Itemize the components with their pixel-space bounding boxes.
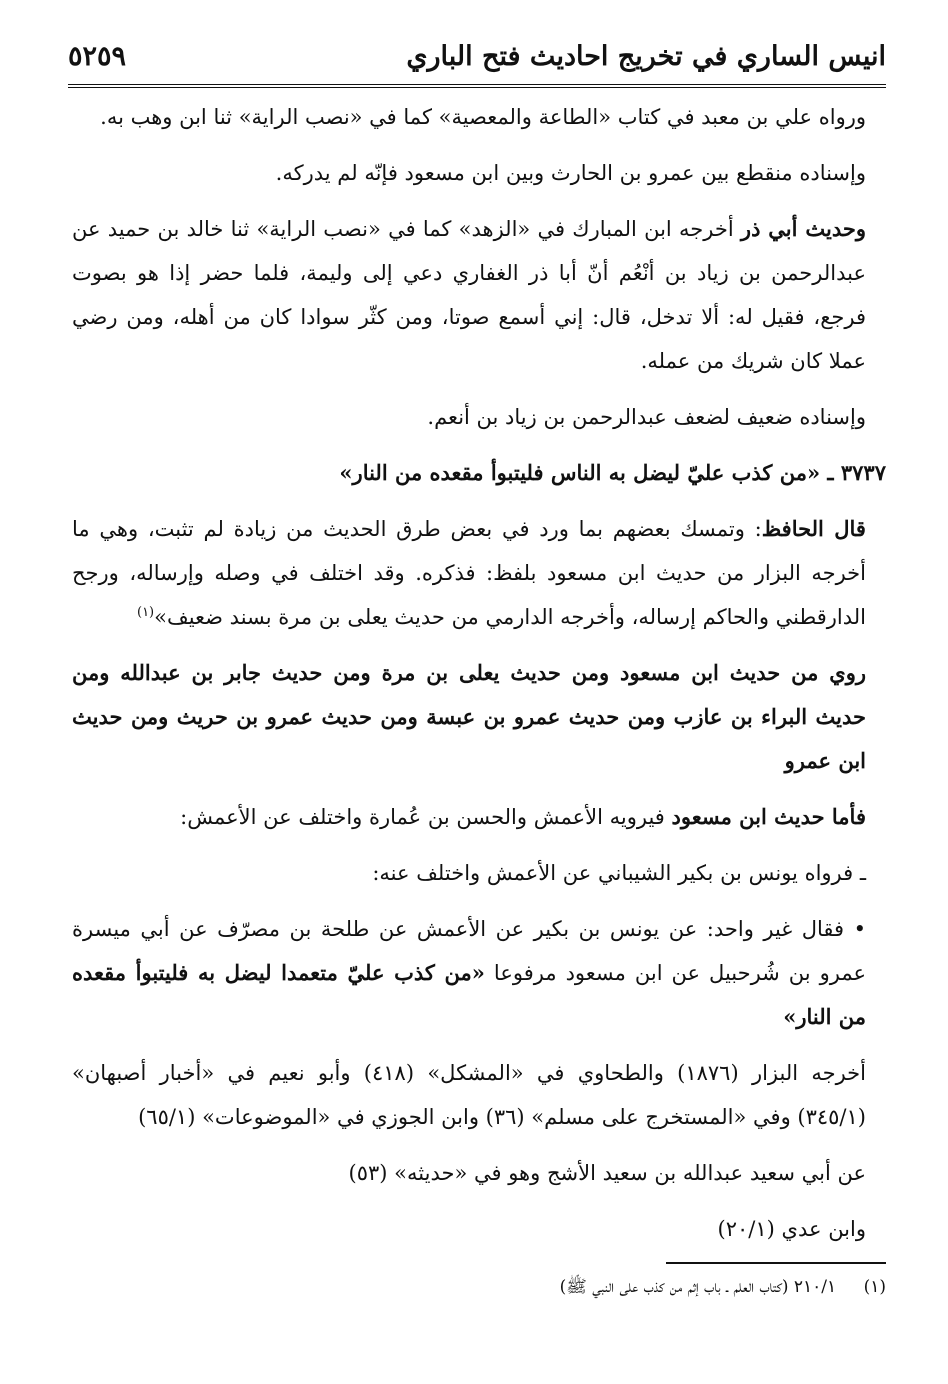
paragraph-text: وتمسك بعضهم بما ورد في بعض طرق الحديث من زيادة لم تثبت، وهي ما أخرجه البزار من حديث ابن مسعود بلفظ: فذكره. وقد اختلف في وصله وإرساله، ورجح الدارقطني والحاكم إرساله، وأخرجه الدارمي من حديث يعلى بن مرة بسند ضعيف» [72, 517, 866, 629]
footnote-ref: (١) [136, 605, 155, 620]
paragraph: وإسناده منقطع بين عمرو بن الحارث وبين ابن مسعود فإنّه لم يدركه. [275, 161, 866, 185]
bold-lead: فأما حديث ابن مسعود [671, 804, 866, 829]
paragraph-text: أخرجه ابن المبارك في «الزهد» كما في «نصب الراية» ثنا خالد بن حميد عن عبدالرحمن بن زياد بن أنْعُم أنّ أبا ذر الغفاري دعي إلى وليمة، فلما حضر إذا هو بصوت فرجع، فقيل له: ألا تدخل، قال: إني أسمع صوتا، ومن كثّر سوادا كان من أهله، ومن رضي عملا كان شريك من عمله. [72, 217, 866, 373]
page-number: ٥٢٥٩ [68, 40, 127, 72]
bold-lead: وحديث أبي ذر [740, 216, 866, 241]
footnote-divider [666, 1262, 886, 1264]
hadith-text: «من كذب عليّ متعمدا ليضل به فليتبوأ مقعده من النار» [72, 960, 866, 1029]
narrations-summary: روي من حديث ابن مسعود ومن حديث يعلى بن مرة ومن حديث جابر بن عبدالله ومن حديث البراء بن عازب ومن حديث عمرو بن عبسة ومن حديث عمرو بن حريث ومن حديث ابن عمرو [72, 660, 866, 773]
footnote [72, 1272, 886, 1302]
paragraph-text: فيرويه الأعمش والحسن بن عُمارة واختلف عن الأعمش: [180, 805, 665, 829]
paragraph: أخرجه البزار (١٨٧٦) والطحاوي في «المشكل» (٤١٨) وأبو نعيم في «أخبار أصبهان» (٣٤٥/١) وفي «المستخرج على مسلم» (٣٦) وابن الجوزي في «الموضوعات» (٦٥/١) [72, 1061, 866, 1129]
bold-lead: قال الحافظ [761, 516, 866, 541]
paragraph [72, 207, 886, 383]
paragraph: وإسناده ضعيف لضعف عبدالرحمن بن زياد بن أنعم. [427, 405, 866, 429]
paragraph: عن أبي سعيد عبدالله بن سعيد الأشج وهو في «حديثه» (٥٣) [348, 1161, 866, 1185]
book-title: انيس الساري في تخريج احاديث فتح الباري [406, 40, 886, 72]
paragraph: ـ فرواه يونس بن بكير الشيباني عن الأعمش واختلف عنه: [372, 861, 866, 885]
paragraph [72, 907, 886, 1039]
paragraph: وابن عدي (٢٠/١) [717, 1217, 866, 1241]
paragraph [72, 795, 886, 839]
running-header [68, 28, 886, 88]
footnote-number: (١) [863, 1277, 886, 1297]
page-body [72, 95, 886, 1263]
paragraph-text: • فقال غير واحد: عن يونس بن بكير عن الأعمش عن طلحة بن مصرّف عن أبي ميسرة عمرو بن شُرحبيل عن ابن مسعود مرفوعا [72, 917, 866, 985]
paragraph: ورواه علي بن معبد في كتاب «الطاعة والمعصية» كما في «نصب الراية» ثنا ابن وهب به. [100, 105, 866, 129]
footnote-text: ٢١٠/١ (كتاب العلم ـ باب إثم من كذب على النبي ﷺ) [559, 1277, 837, 1297]
hadith-heading: ٣٧٣٧ ـ «من كذب عليّ ليضل به الناس فليتبوأ مقعده من النار» [339, 460, 886, 485]
paragraph [72, 507, 886, 639]
separator: : [744, 517, 762, 541]
